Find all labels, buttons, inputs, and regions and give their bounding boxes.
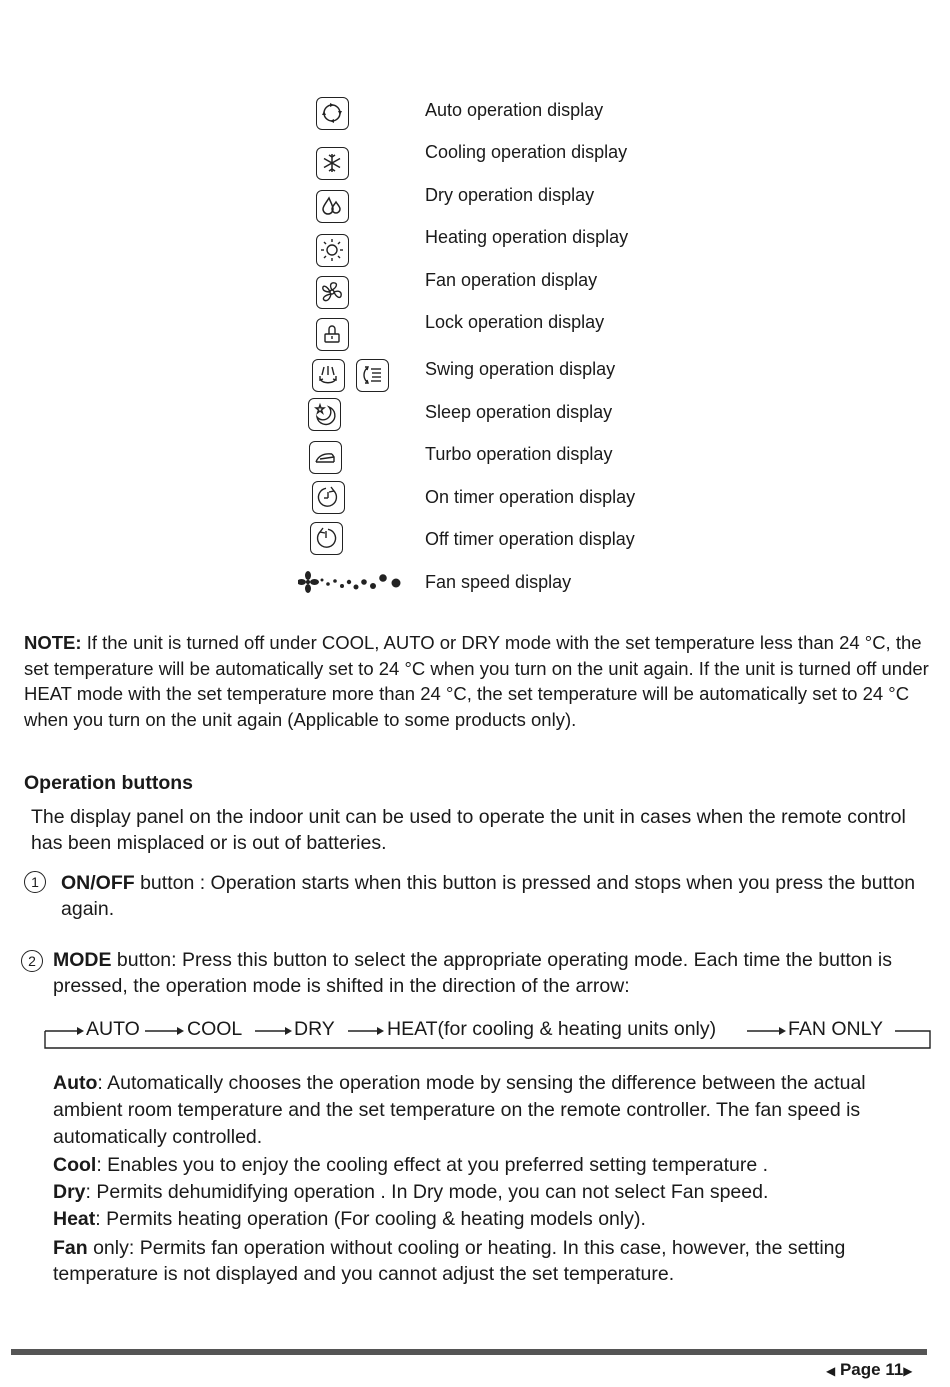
number-1-badge: 1 (24, 871, 46, 893)
definition-term: Fan (53, 1237, 88, 1259)
mode-description (53, 947, 938, 999)
sun-icon (316, 234, 349, 267)
lock-icon (316, 318, 349, 351)
swing-vertical-icon (312, 359, 345, 392)
off-timer-icon (310, 522, 343, 555)
fan-icon (316, 276, 349, 309)
display-label-lock: Lock operation display (425, 312, 605, 332)
display-label-auto: Auto operation display (425, 100, 604, 120)
number-2-badge: 2 (21, 950, 43, 972)
definition-text: : Permits dehumidifying operation . In Dry mode, you can not select Fan speed. (85, 1181, 769, 1203)
definition-term: Heat (53, 1208, 96, 1230)
flow-auto: AUTO (86, 1018, 140, 1040)
mode-name: MODE (53, 949, 112, 971)
definition-dry (53, 1179, 933, 1206)
on-timer-icon (312, 481, 345, 514)
definition-cool (53, 1152, 933, 1179)
prev-page-icon[interactable]: ◀ (826, 1364, 836, 1378)
onoff-name: ON/OFF (61, 872, 135, 894)
auto-icon (316, 97, 349, 130)
definition-text: : Permits heating operation (For cooling & heating models only). (95, 1208, 646, 1230)
display-label-dry: Dry operation display (425, 185, 595, 205)
display-label-on-timer: On timer operation display (425, 487, 636, 507)
flow-heat: HEAT(for cooling & heating units only) (387, 1018, 717, 1040)
definition-term: Auto (53, 1072, 98, 1094)
definition-auto (53, 1070, 933, 1151)
footer-rule (11, 1349, 927, 1355)
sleep-icon (308, 398, 341, 431)
turbo-icon (309, 441, 342, 474)
definition-heat (53, 1206, 933, 1233)
definition-term: Dry (53, 1181, 86, 1203)
note-paragraph (24, 630, 929, 732)
display-label-turbo: Turbo operation display (425, 444, 613, 464)
display-label-fan: Fan operation display (425, 270, 598, 290)
drop-icon (316, 190, 349, 223)
onoff-description (61, 870, 931, 922)
definition-fan (53, 1235, 933, 1287)
definition-text: : Automatically chooses the operation mode by sensing the difference between the actual ambient room temperature and the set temperature on the remote controller. The fan speed is automatically controlled. (53, 1072, 866, 1148)
display-label-cooling: Cooling operation display (425, 142, 628, 162)
note-label: NOTE: (24, 632, 82, 653)
display-label-fan-speed: Fan speed display (425, 572, 572, 592)
next-page-icon[interactable]: ▶ (903, 1364, 913, 1378)
display-label-heating: Heating operation display (425, 227, 629, 247)
fan-speed-icon (298, 570, 404, 594)
display-label-sleep: Sleep operation display (425, 402, 613, 422)
flow-fan-only: FAN ONLY (788, 1018, 883, 1040)
mode-text: button: Press this button to select the appropriate operating mode. Each time the button is pressed, the operation mode is shifted in the direction of the arrow: (53, 949, 892, 997)
definition-term: Cool (53, 1154, 97, 1176)
definition-text: : Enables you to enjoy the cooling effect at you preferred setting temperature . (96, 1154, 769, 1176)
note-text: If the unit is turned off under COOL, AUTO or DRY mode with the set temperature less than 24 °C, the set temperature will be automatically set to 24 °C when you turn on the unit again. If the unit is turned off under HEAT mode with the set temperature more than 24 °C, the set temperature will be automatically set to 24 °C when you turn on the unit again (Applicable to some products only). (24, 632, 929, 730)
page-indicator (826, 1360, 913, 1380)
definition-text: only: Permits fan operation without cooling or heating. In this case, however, the setting temperature is not displayed and you cannot adjust the set temperature. (53, 1237, 846, 1285)
snowflake-icon (316, 147, 349, 180)
onoff-text: button : Operation starts when this button is pressed and stops when you press the button again. (61, 872, 916, 920)
operation-buttons-heading: Operation buttons (24, 772, 193, 794)
display-label-off-timer: Off timer operation display (425, 529, 635, 549)
flow-cool: COOL (187, 1018, 243, 1040)
page-number: Page 11 (839, 1360, 904, 1379)
operation-intro: The display panel on the indoor unit can be used to operate the unit in cases when the remote control has been misplaced or is out of batteries. (31, 806, 906, 854)
display-label-swing: Swing operation display (425, 359, 616, 379)
flow-dry: DRY (294, 1018, 335, 1040)
swing-horizontal-icon (356, 359, 389, 392)
